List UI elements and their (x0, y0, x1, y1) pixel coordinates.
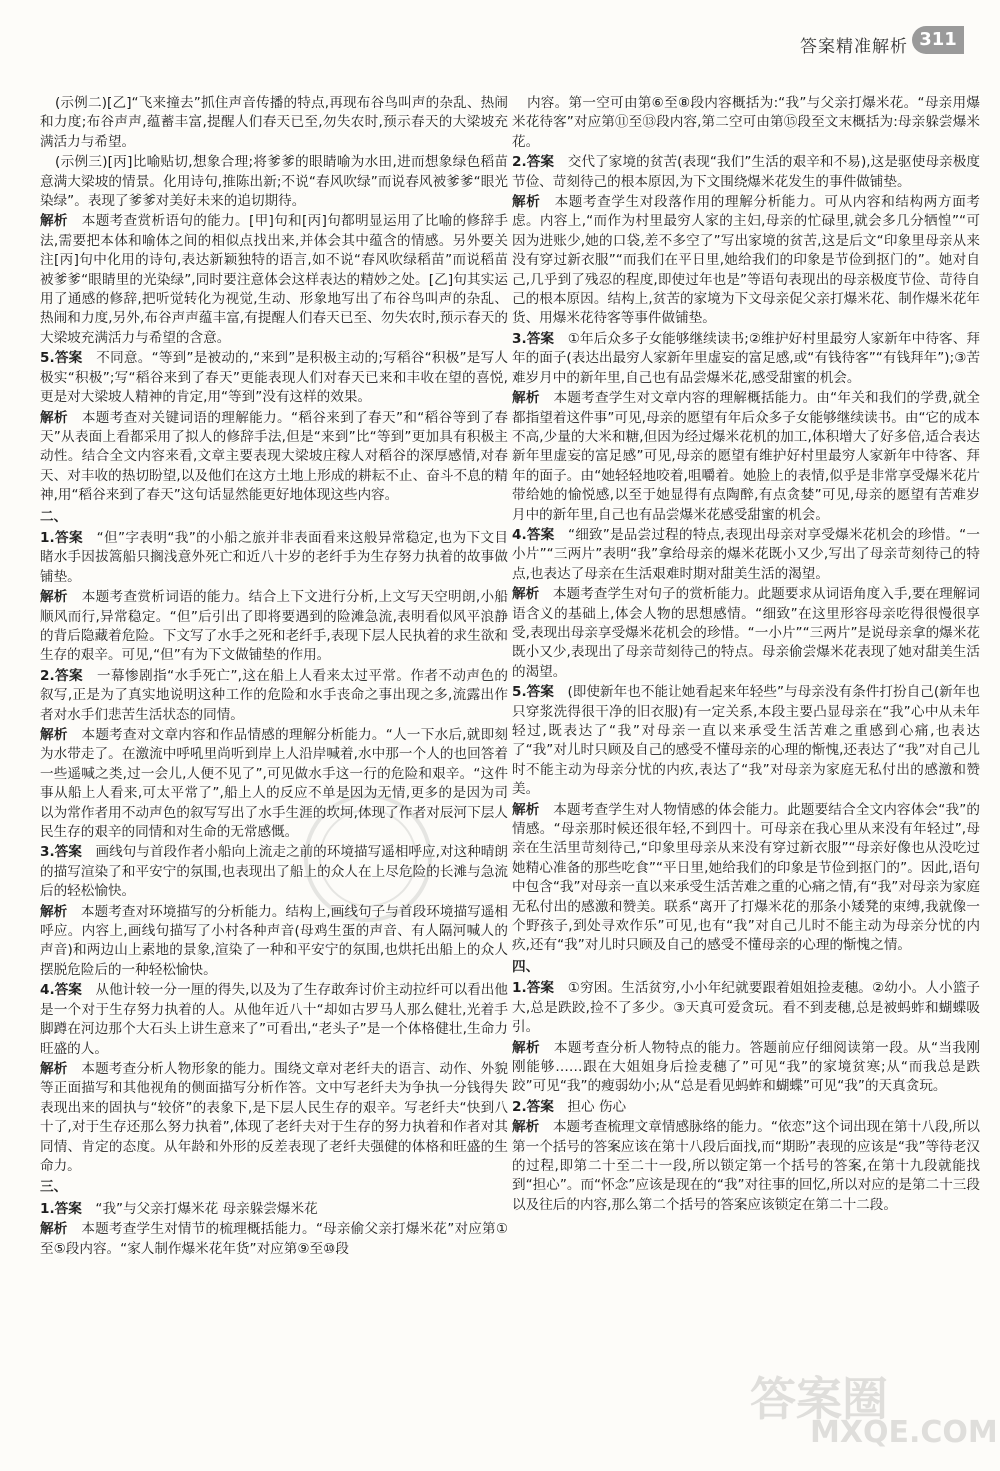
paragraph-text: 本题考查赏析词语的能力。结合上下文进行分析,上文写天空明朗,小船顺风而行,异常稳定。“但”后引出了即将要遇到的险滩急流,表明看似风平浪静的背后隐藏着危险。下文写了水手之死和老纤手,表现下层人民执着的求生欲和生存的艰辛。可见,“但”有为下文做铺垫的作用。 (40, 589, 509, 664)
paragraph-text: 本题考查对环境描写的分析能力。结构上,画线句子与首段环境描写遥相呼应。内容上,画线句描写了小村各种声音(母鸡生蛋的声音、有人隔河喊人的声音)和两边山上素地的景象,渲染了一种和平安宁的氛围,也烘托出船上的众人摆脱危险后的一种轻松愉快。 (40, 903, 508, 978)
left-column (40, 94, 508, 1260)
paragraph-label: 解析 (40, 589, 68, 606)
analysis-paragraph (40, 588, 508, 666)
paragraph-label: 解析 (512, 1039, 540, 1056)
text-paragraph (512, 94, 980, 152)
analysis-paragraph (40, 1060, 508, 1176)
paragraph-label: 1.答案 (40, 1200, 82, 1217)
paragraph-text: 本题考查学生对情节的梳理概括能力。“母亲偷父亲打爆米花”对应第①至⑤段内容。“家人制作爆米花年货”对应第⑨至⑩段 (40, 1221, 508, 1257)
paragraph-label: 解析 (40, 1221, 68, 1238)
paragraph-text: 本题考查赏析语句的能力。[甲]句和[丙]句都明显运用了比喻的修辞手法,需要把本体和喻体之间的相似点找出来,并体会其中蕴含的情感。另外要关注[丙]句中化用的诗句,表达新颖独特的语言,如不说“春风吹绿稻苗”而说稻苗被爹爹“眼睛里的光染绿”,同时要注意体会这样表达的精妙之处。[乙]句其实运用了通感的修辞,把听觉转化为视觉,生动、形象地写出了布谷鸟叫声的杂乱、热闹和力度,另外,布谷声声蕴丰富,有提醒人们春天已至、勿失农时,预示春天的大梁坡充满活力与希望的含意。 (40, 213, 509, 346)
paragraph-text: (即使新年也不能让她看起来年轻些”与母亲没有条件打扮自己(新年也只穿浆洗得很干净的旧衣服)有一定关系,本段主要凸显母亲在“我”心中从未年轻过,既表达了“我”对母亲一直以来承受生活苦难之重感到心痛,也表达了“我”对儿时只顾及自己的感受不懂母亲的心理的惭愧,还表达了“我”对自己儿时不能主动为母亲分忧的内疚,表达了“我”对母亲为家庭无私付出的感激和赞美。 (512, 684, 980, 798)
paragraph-text: 本题考查分析人物特点的能力。答题前应仔细阅读第一段。从“当我刚刚能够……跟在大姐姐身后捡麦穗了”可见“我”的家境贫寒;从“而我总是跌跤”可见“我”的瘦弱幼小;从“总是看见蚂蚱和蝴蝶”可见“我”的天真贪玩。 (512, 1039, 980, 1095)
paragraph-label: 解析 (512, 390, 540, 407)
paragraph-text: ①穷困。生活贫穷,小小年纪就要跟着姐姐捡麦穗。②幼小。人小篮子大,总是跌跤,捡不了多少。③天真可爱贪玩。看不到麦穗,总是被蚂蚱和蝴蝶吸引。 (512, 980, 980, 1036)
header-title: 答案精准解析 (800, 37, 908, 57)
watermark-text: 答案圈 (750, 1372, 888, 1426)
answer-paragraph (512, 330, 980, 388)
paragraph-text: (示例二)[乙]“飞来撞去”抓住声音传播的特点,再现布谷鸟叫声的杂乱、热闹和力度;布谷声声,蕴蓄丰富,提醒人们春天已至,勿失农时,预示春天的大梁坡充满活力与希望。 (40, 95, 508, 150)
paragraph-text: 担心 伤心 (567, 1098, 627, 1115)
paragraph-label: 3.答案 (512, 330, 555, 347)
paragraph-text: 本题考查学生对人物情感的体会能力。此题要结合全文内容体会“我”的情感。“母亲那时候还很年轻,不到四十。可母亲在我心里从来没有年轻过”,母亲在生活里苛刻待己,“印象里母亲从来没有穿过新衣服”“母亲好像也从没吃过她精心准备的那些吃食”“平日里,她给我们的印象是节俭到抠门的”。因此,语句中包含“我”对母亲一直以来承受生活苦难之重的心痛之情,有“我”对母亲为家庭无私付出的感激和赞美。联系“离开了打爆米花的那条小矮凳的束缚,我就像一个野孩子,到处寻欢作乐”可见,也有“我”对自己儿时不能主动为母亲分忧的内疚,还有“我”对儿时只顾及自己的感受不懂母亲的心理的惭愧之情。 (512, 801, 980, 954)
text-paragraph (40, 94, 508, 152)
analysis-paragraph (40, 1220, 508, 1259)
paragraph-label: 5.答案 (40, 350, 83, 367)
paragraph-label: 1.答案 (40, 529, 83, 546)
answer-paragraph (40, 981, 508, 1059)
paragraph-label: 解析 (40, 1060, 68, 1077)
paragraph-text: ①年后众多子女能够继续读书;②维护好村里最穷人家新年中待客、拜年的面子(表达出最穷人家新年里虚妄的富足感,或“有钱待客”“有钱拜年”);③苦难岁月中的新年里,自己也有品尝爆米花,感受甜蜜的机会。 (512, 330, 980, 386)
paragraph-text: “细致”是品尝过程的特点,表现出母亲对享受爆米花机会的珍惜。“一小片”“三两片”表明“我”拿给母亲的爆米花既小又少,写出了母亲苛刻待己的特点,也表达了母亲在生活艰难时期对甜美生活的渴望。 (512, 526, 980, 582)
analysis-paragraph (512, 585, 980, 682)
analysis-paragraph (512, 389, 980, 525)
paragraph-text: 本题考查学生对句子的赏析能力。此题要求从词语角度入手,要在理解词语含义的基础上,体会人物的思想感情。“细致”在这里形容母亲吃得很慢很享受,表现出母亲享受爆米花机会的珍惜。“一小片”“三两片”是说母亲拿的爆米花既小又少,表现出了母亲苛刻待己的特点。母亲偷尝爆米花表现了她对甜美生活的渴望。 (512, 586, 980, 680)
section-heading: 二、 (40, 508, 68, 525)
paragraph-text: 一幕惨剧指“水手死亡”,这在船上人看来太过平常。作者不动声色的叙写,正是为了真实地说明这种工作的危险和水手丧命之事出现之多,流露出作者对水手们悲苦生活状态的同情。 (40, 667, 508, 723)
analysis-paragraph (512, 1118, 980, 1215)
paragraph-text: 内容。第一空可由第⑥至⑧段内容概括为:“我”与父亲打爆米花。“母亲用爆米花待客”对应第⑪至⑬段内容,第二空可由第⑮段至文末概括为:母亲躲尝爆米花。 (512, 95, 980, 150)
paragraph-text: “我”与父亲打爆米花 母亲躲尝爆米花 (95, 1200, 318, 1217)
paragraph-text: 交代了家境的贫苦(表现“我们”生活的艰辛和不易),这是驱使母亲极度节俭、苛刻待己的根本原因,为下文围绕爆米花发生的事件做铺垫。 (512, 154, 981, 190)
right-column (512, 94, 980, 1216)
answer-paragraph (512, 153, 980, 192)
page-number: 311 (912, 26, 964, 54)
paragraph-label: 解析 (40, 409, 68, 426)
section-heading: 三、 (40, 1179, 68, 1196)
answer-paragraph (512, 1098, 980, 1117)
answer-paragraph (40, 529, 508, 587)
answer-paragraph (512, 526, 980, 584)
paragraph-text: (示例三)[丙]比喻贴切,想象合理;将爹爹的眼睛喻为水田,进而想象绿色稻苗意满大梁坡的情景。化用诗句,推陈出新;不说“春风吹绿”而说春风被爹爹“眼光染绿”。表现了爹爹对美好未来的追切期待。 (40, 154, 508, 210)
answer-paragraph (40, 667, 508, 725)
paragraph-text: 本题考查学生对段落作用的理解分析能力。可从内容和结构两方面考虑。内容上,“而作为村里最穷人家的主妇,母亲的忙碌里,就会多几分牺惶”“可因为进账少,她的口袋,差不多空了”写出家境的贫苦,这是后文“印象里母亲从来没有穿过新衣服”“而我们在平日里,她给我们的印象是节俭到抠门的”。她对自己,几乎到了残忍的程度,即使过年也是”等语句表现出的母亲极度节俭、苛待自己的根本原因。结构上,贫苦的家境为下文母亲促父亲打爆米花、制作爆米花年货、用爆米花待客等事件做铺垫。 (512, 194, 981, 327)
watermark-url: MXQE.COM (810, 1415, 998, 1450)
paragraph-label: 5.答案 (512, 684, 554, 701)
site-watermark (740, 1361, 998, 1451)
analysis-paragraph (512, 1039, 980, 1097)
stamp-watermark (298, 788, 438, 928)
paragraph-label: 解析 (512, 586, 540, 603)
paragraph-label: 2.答案 (512, 154, 555, 171)
paragraph-text: 本题考查分析人物形象的能力。围绕文章对老纤夫的语言、动作、外貌等正面描写和其他视角的侧面描写分析作答。文中写老纤夫为争执一分钱得失表现出来的固执与“较侪”的表象下,是下层人民生存的艰辛。写老纤夫“快到八十了,对于生存还那么努力执着”,体现了老纤夫对于生存的努力执着和作者对其同情、肯定的态度。从年龄和外形的反差表现了老纤夫强健的体格和旺盛的生命力。 (40, 1060, 509, 1174)
paragraph-label: 2.答案 (40, 667, 84, 684)
page-header (0, 0, 1000, 96)
paragraph-label: 2.答案 (512, 1098, 554, 1115)
paragraph-label: 1.答案 (512, 980, 555, 997)
paragraph-text: 从他计较一分一厘的得失,以及为了生存敢奔讨价主动拉纤可以看出他是一个对于生存努力执着的人。从他年近八十“却如古罗马人那么健壮,光着手脚蹲在河边那个大石头上讲生意来了”可看出,“老头子”是一个体格健壮,生命力旺盛的人。 (40, 982, 508, 1057)
text-paragraph (40, 153, 508, 211)
analysis-paragraph (512, 801, 980, 956)
analysis-paragraph (40, 409, 508, 506)
paragraph-label: 解析 (512, 1119, 540, 1136)
paragraph-label: 解析 (40, 727, 68, 743)
answer-paragraph (512, 683, 980, 799)
paragraph-label: 4.答案 (512, 526, 555, 543)
paragraph-label: 解析 (512, 194, 541, 211)
answer-paragraph (40, 1200, 508, 1219)
answer-paragraph (40, 349, 508, 407)
paragraph-label: 4.答案 (40, 982, 82, 999)
analysis-paragraph (40, 212, 508, 348)
paragraph-text: 本题考查对文章内容和作品情感的理解分析能力。“人一下水后,就即刻为水带走了。在激流中呼吼里尚听到岸上人沿岸喊着,水中那一个人的也回答着一些遥喊之类,过一会儿,人便不见了”,可见做水手这一行的危险和艰辛。“这件事从船上人看来,可太平常了”,船上人的反应不单是因为无情,更多的是因为司以为常作者用不动声色的叙写写出了水手生涯的坎坷,体现了作者对辰河下层人民生存的艰辛的同情和对生命的无常感慨。 (40, 727, 508, 841)
analysis-paragraph (512, 193, 980, 329)
paragraph-text: 本题考查学生对文章内容的理解概括能力。由“年关和我们的学费,就全都指望着这件事”可见,母亲的愿望有年后众多子女能够继续读书。由“它的成本不高,少量的大米和糖,但因为经过爆米花机的加工,体积增大了好多倍,适合表达新年里虚妄的富足感”可见,母亲的愿望有维护好村里最穷人家新年中待客、拜年的面子。由“她轻轻地咬着,咀嚼着。她脸上的表情,似乎是非常享受爆米花片带给她的愉悦感,以至于她显得有点陶醉,有点贪婪”可见,母亲的愿望有苦难岁月中的新年里,自己也有品尝爆米花感受甜蜜的机会。 (512, 390, 980, 523)
paragraph-label: 解析 (512, 801, 540, 818)
paragraph-label: 解析 (40, 903, 68, 920)
paragraph-label: 解析 (40, 213, 68, 230)
paragraph-text: 本题考查梳理文章情感脉络的能力。“依恋”这个词出现在第十八段,所以第一个括号的答案应该在第十八段后面找,而“期盼”表现的应该是“我”等待老汉的过程,即第二十至二十一段,所以锁定第一个括号的答案,在第十九段就能找到“担心”。而“怀念”应该是现在的“我”对往事的回忆,所以对应的是第二十三段以及往后的内容,那么第二个括号的答案应该锁定在第二十二段。 (512, 1119, 981, 1213)
paragraph-label: 3.答案 (40, 844, 82, 861)
paragraph-text: 画线句与首段作者小船向上流走之前的环境描写遥相呼应,对这种晴朗的描写渲染了和平安宁的氛围,也表现出了船上的众人在上尽危险的长滩与急流后的轻松愉快。 (40, 844, 508, 900)
paragraph-text: 本题考查对关键词语的理解能力。“稻谷来到了春天”和“稻谷等到了春天”从表面上看都采用了拟人的修辞手法,但是“来到”比“等到”更加具有积极主动性。结合全文内容来看,文章主要表现大梁坡庄稼人对稻谷的深厚感情,对春天、对丰收的热切盼望,以及他们在这方土地上形成的耕耘不止、奋斗不息的精神,用“稻谷来到了春天”这句话显然能更好地体现这些内容。 (40, 409, 508, 504)
paragraph-text: “但”字表明“我”的小船之旅并非表面看来这般异常稳定,也为下文目睹水手因拔篙船只搁浅意外死亡和近八十岁的老纤手为生存努力执着的故事做铺垫。 (40, 529, 508, 585)
paragraph-text: 不同意。“等到”是被动的,“来到”是积极主动的;写稻谷“积极”是写人极实“积极”;写“稻谷来到了春天”更能表现人们对春天已来和丰收在望的喜悦,更是对大梁坡人精神的肯定,用“等到”没有这样的效果。 (40, 350, 509, 406)
section-heading: 四、 (512, 958, 540, 975)
answer-paragraph (512, 979, 980, 1037)
